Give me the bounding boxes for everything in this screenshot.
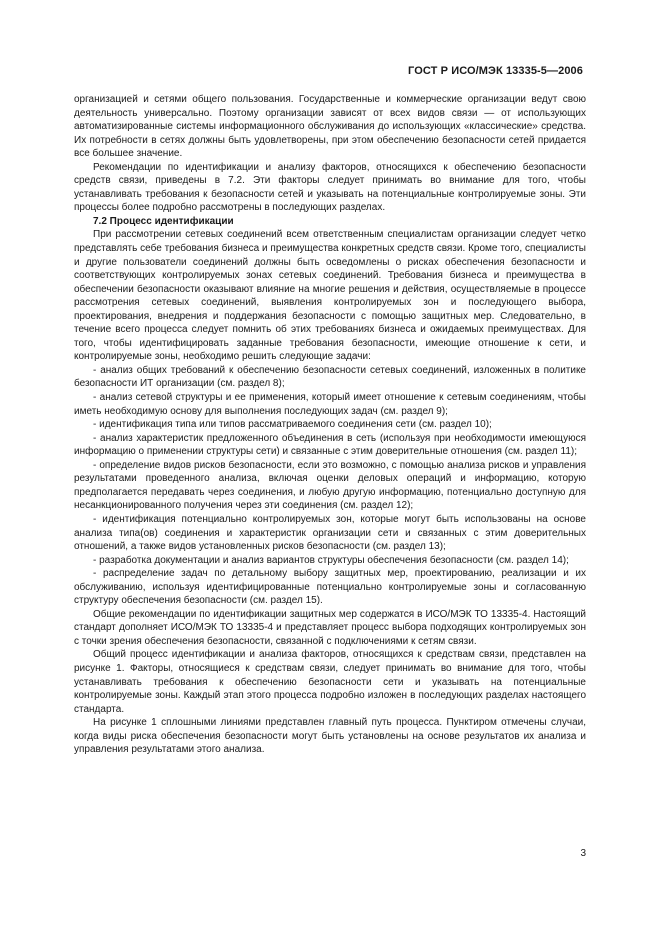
list-item: - идентификация потенциально контролируемых зон, которые могут быть использованы на основе анализа типа(ов) соединения и характеристик организации сети и связанных с этим доверительных отношений, а также видов установленных рисков безопасности (см. раздел 13);: [74, 513, 586, 553]
list-item: - распределение задач по детальному выбору защитных мер, проектированию, реализации и их обслуживанию, используя идентифицированные потенциально контролируемые зоны и согласованную структуру обеспечения безопасности (см. раздел 15).: [74, 568, 586, 607]
paragraph: Общий процесс идентификации и анализа факторов, относящихся к средствам связи, представлен на рисунке 1. Факторы, относящиеся к средствам связи, следует принимать во внимание для того, чтобы устанавливать требования к обеспечению безопасности сети и указывать на потенциальные контролируемые зоны. Каждый этап этого процесса подробно изложен в последующих разделах настоящего стандарта.: [74, 649, 586, 715]
list-item: - анализ характеристик предложенного объединения в сеть (используя при необходимости имеющуюся информацию о применении структуры сети) и связанные с этим доверительные отношения (см. раздел 11);: [74, 432, 586, 458]
paragraph: На рисунке 1 сплошными линиями представлен главный путь процесса. Пунктиром отмечены случаи, когда виды риска обеспечения безопасности могут быть установлены на основе результатов их анализа и управления результатами этого анализа.: [74, 717, 586, 756]
document-header: ГОСТ Р ИСО/МЭК 13335-5—2006: [408, 65, 583, 77]
list-item: - анализ общих требований к обеспечению безопасности сетевых соединений, изложенных в политике безопасности ИТ организации (см. раздел 8);: [74, 364, 586, 390]
section-heading: 7.2 Процесс идентификации: [93, 215, 234, 227]
list-item: - определение видов рисков безопасности, если это возможно, с помощью анализа рисков и управления результатами проведенного анализа, включая оценки деловых операций и информацию, которую предполагается передавать через соединения, и любую другую информацию, потенциально доступную для несанкционированного получения через эти соединения (см. раздел 12);: [74, 459, 586, 512]
list-item: - анализ сетевой структуры и ее применения, который имеет отношение к сетевым соединениям, чтобы иметь необходимую основу для выполнения последующих задач (см. раздел 9);: [74, 392, 586, 417]
page-number: 3: [580, 848, 586, 859]
list-item: - идентификация типа или типов рассматриваемого соединения сети (см. раздел 10);: [93, 419, 492, 431]
body-text: [74, 93, 586, 757]
paragraph: Рекомендации по идентификации и анализу факторов, относящихся к обеспечению безопасности средств связи, приведены в 7.2. Эти факторы следует принимать во внимание для того, чтобы устанавливать требования к безопасности сетей и указывать на потенциальные контролируемые зоны. Эти процессы более подробно рассмотрены в последующих разделах.: [74, 161, 586, 214]
paragraph: Общие рекомендации по идентификации защитных мер содержатся в ИСО/МЭК ТО 13335-4. Настоящий стандарт дополняет ИСО/МЭК ТО 13335-4 и представляет процесс выбора подходящих контролируемых зон с точки зрения обеспечения безопасности, связанной с подключениями к сетям связи.: [74, 608, 586, 647]
paragraph: При рассмотрении сетевых соединений всем ответственным специалистам организации следует четко представлять себе требования бизнеса и преимущества конкретных средств связи. Кроме того, специалисты и другие пользователи соединений должны быть осведомлены о рисках обеспечения безопасности и соответствующих контролируемых зонах сетевых соединений. Требования бизнеса и преимущества в обеспечении безопасности оказывают влияние на многие решения и действия, осуществляемые в процессе рассмотрения сетевых соединений, выявления контролируемых зон и последующего выбора, проектирования, внедрения и поддержания безопасности с помощью защитных мер. Следовательно, в течение всего процесса следует помнить об этих требованиях бизнеса и ожидаемых преимуществах. Для того, чтобы идентифицировать заданные требования безопасности, имеющие отношение к сети, и контролируемые зоны, необходимо решить следующие задачи:: [74, 229, 586, 363]
paragraph-continued: организацией и сетями общего пользования. Государственные и коммерческие организации ведут свою деятельность универсально. Поэтому организации зависят от всех видов связи — от использующих автоматизированные системы информационного обслуживания до использующих «классические» средства. Их потребности в сетях должны быть удовлетворены, при этом обеспечению безопасности сетей придается все большее значение.: [74, 94, 586, 160]
list-item: - разработка документации и анализ вариантов структуры обеспечения безопасности (см. раздел 14);: [93, 554, 569, 566]
